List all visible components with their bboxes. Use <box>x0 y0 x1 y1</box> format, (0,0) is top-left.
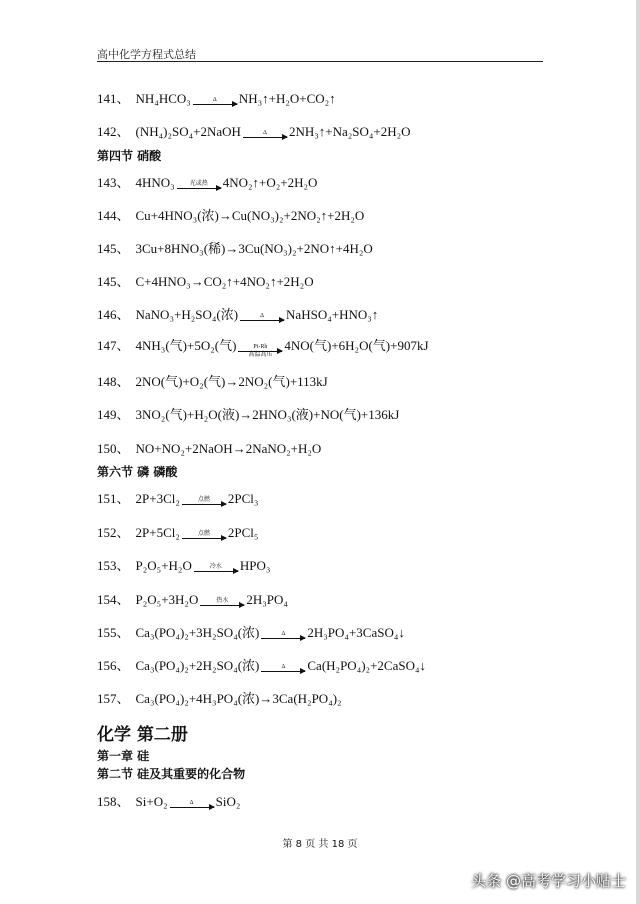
equation-number: 151、 <box>97 491 130 506</box>
equation-6 <box>97 304 378 330</box>
equation-rhs: HPO₃ <box>239 558 271 573</box>
page-footer: 第 8 页 共 18 页 <box>282 839 358 850</box>
equation-number: 149、 <box>97 407 130 422</box>
equation-lhs: NO+NO₂+2NaOH→2NaNO₂+H₂O <box>135 441 322 456</box>
equation-rhs: 4NO₂↑+O₂+2H₂O <box>222 175 318 190</box>
section-heading: 第六节 磷 磷酸 <box>97 465 178 479</box>
reaction-condition: 热水 <box>216 598 229 604</box>
reaction-arrow <box>182 531 226 546</box>
section-heading: 第四节 硝酸 <box>97 149 162 163</box>
page-header: 高中化学方程式总结 <box>97 48 196 61</box>
reaction-arrow <box>182 497 226 512</box>
reaction-arrow <box>240 313 284 328</box>
equation-lhs: NH₄HCO₃ <box>135 91 191 106</box>
equation-16 <box>97 655 426 681</box>
equation-lhs: Ca₃(PO₄)₂+4H₃PO₄(浓)→3Ca(H₂PO₄)₂ <box>135 691 342 706</box>
equation-lhs: P₂O₅+H₂O <box>135 558 192 573</box>
header-rule <box>97 61 543 62</box>
reaction-condition: 光或热 <box>189 181 208 187</box>
equation-lhs: NaNO₃+H₂SO₄(浓) <box>135 307 239 322</box>
reaction-arrow <box>261 631 305 646</box>
equation-number: 146、 <box>97 307 130 322</box>
equation-number: 155、 <box>97 625 130 640</box>
equation-10 <box>97 438 321 457</box>
equation-5 <box>97 271 314 290</box>
reaction-arrow <box>194 564 238 579</box>
equation-rhs: SiO₂ <box>215 794 241 809</box>
equation-lhs: Cu+4HNO₃(浓)→Cu(NO₃)₂+2NO₂↑+2H₂O <box>135 208 365 223</box>
reaction-arrow <box>243 130 287 145</box>
equation-number: 145、 <box>97 274 130 289</box>
equation-lhs: P₂O₅+3H₂O <box>135 592 199 607</box>
reaction-condition: Δ <box>189 800 194 806</box>
equation-4 <box>97 238 373 257</box>
equation-11 <box>97 488 258 514</box>
equation-lhs: 2P+5Cl₂ <box>135 525 180 540</box>
equation-lhs: 2NO(气)+O₂(气)→2NO₂(气)+113kJ <box>135 374 328 389</box>
equation-rhs: 2PCl₃ <box>227 491 259 506</box>
equation-number: 142、 <box>97 124 130 139</box>
equation-rhs: 4NO(气)+6H₂O(气)+907kJ <box>284 338 429 353</box>
reaction-condition: 冷水 <box>209 564 222 570</box>
equation-7 <box>97 335 429 361</box>
equation-rhs: 2H₃PO₄ <box>246 592 288 607</box>
equation-number: 154、 <box>97 592 130 607</box>
section-heading: 第二节 硅及其重要的化合物 <box>97 767 246 781</box>
reaction-condition: 点燃 <box>197 497 210 503</box>
equation-15 <box>97 622 405 648</box>
equation-9 <box>97 404 399 423</box>
reaction-arrow <box>177 181 221 196</box>
equation-2 <box>97 172 317 198</box>
equation-18 <box>97 791 240 817</box>
equation-number: 141、 <box>97 91 130 106</box>
equation-13 <box>97 555 270 581</box>
equation-number: 143、 <box>97 175 130 190</box>
reaction-arrow <box>200 598 244 613</box>
equation-lhs: 4NH₃(气)+5O₂(气) <box>135 338 237 353</box>
equation-number: 157、 <box>97 691 130 706</box>
equation-3 <box>97 205 364 224</box>
equation-number: 150、 <box>97 441 130 456</box>
equation-number: 145、 <box>97 241 130 256</box>
reaction-condition-below: 高温高压 <box>248 352 273 358</box>
reaction-condition: Δ <box>260 313 264 319</box>
equation-8 <box>97 371 328 390</box>
reaction-condition: Δ <box>263 130 267 136</box>
equation-12 <box>97 522 258 548</box>
equation-1 <box>97 121 411 147</box>
equation-lhs: Si+O₂ <box>135 794 168 809</box>
equation-lhs: 3Cu+8HNO₃(稀)→3Cu(NO₃)₂+2NO↑+4H₂O <box>135 241 373 256</box>
reaction-condition: Δ <box>212 97 217 103</box>
equation-lhs: 3NO₂(气)+H₂O(液)→2HNO₃(液)+NO(气)+136kJ <box>135 407 400 422</box>
equation-number: 153、 <box>97 558 130 573</box>
equation-lhs: Ca₃(PO₄)₂+2H₂SO₄(浓) <box>135 658 260 673</box>
equation-lhs: Ca₃(PO₄)₂+3H₂SO₄(浓) <box>135 625 260 640</box>
equation-rhs: NaHSO₄+HNO₃↑ <box>286 307 379 322</box>
book-heading: 化学 第二册 <box>97 725 188 745</box>
equation-number: 148、 <box>97 374 130 389</box>
reaction-condition: Pt-Rh <box>253 344 268 350</box>
equation-lhs: 4HNO₃ <box>135 175 175 190</box>
reaction-arrow <box>261 664 305 679</box>
equation-lhs: C+4HNO₃→CO₂↑+4NO₂↑+2H₂O <box>135 274 314 289</box>
reaction-arrow <box>238 344 282 359</box>
equation-rhs: 2H₃PO₄+3CaSO₄↓ <box>307 625 405 640</box>
reaction-condition: Δ <box>281 631 286 637</box>
equation-rhs: NH₃↑+H₂O+CO₂↑ <box>238 91 336 106</box>
equation-number: 144、 <box>97 208 130 223</box>
equation-number: 147、 <box>97 338 130 353</box>
reaction-condition: 点燃 <box>197 531 210 537</box>
equation-rhs: 2PCl₅ <box>227 525 259 540</box>
equation-lhs: 2P+3Cl₂ <box>135 491 180 506</box>
reaction-arrow <box>170 800 214 815</box>
equation-0 <box>97 88 336 114</box>
reaction-condition: Δ <box>281 664 286 670</box>
chapter-heading: 第一章 硅 <box>97 749 150 763</box>
equation-lhs: (NH₄)₂SO₄+2NaOH <box>135 124 241 139</box>
reaction-arrow <box>193 97 237 112</box>
equation-number: 158、 <box>97 794 130 809</box>
equation-17 <box>97 688 342 707</box>
equation-rhs: Ca(H₂PO₄)₂+2CaSO₄↓ <box>307 658 427 673</box>
watermark: 头条 @高考学习小贴士 <box>471 872 626 890</box>
equation-number: 156、 <box>97 658 130 673</box>
page-edge <box>636 0 640 904</box>
equation-rhs: 2NH₃↑+Na₂SO₄+2H₂O <box>288 124 411 139</box>
equation-14 <box>97 589 288 615</box>
equation-number: 152、 <box>97 525 130 540</box>
